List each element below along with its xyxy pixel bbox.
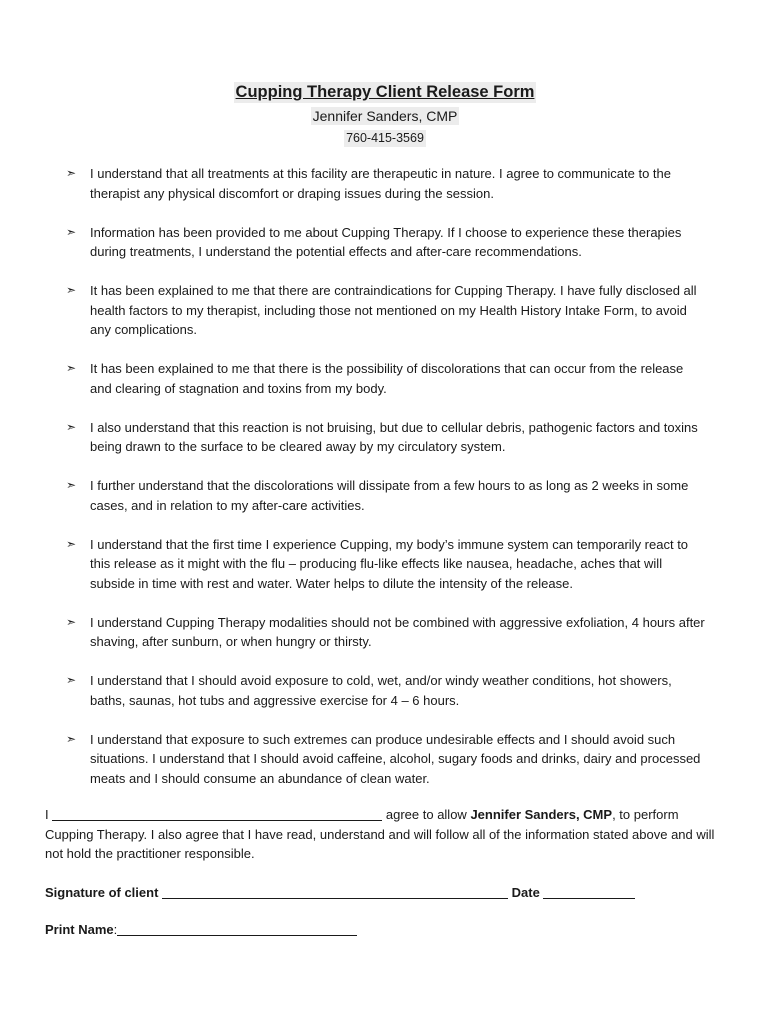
form-header	[0, 82, 770, 147]
list-item-text: It has been explained to me that there is the possibility of discolorations that can occur from the release and clearing of stagnation and toxins from my body.	[90, 361, 684, 396]
list-item-text: I understand that exposure to such extremes can produce undesirable effects and I should avoid such situations. I understand that I should avoid caffeine, alcohol, sugary foods and drinks, dairy and processed meats and I should consume an abundance of clean water.	[90, 731, 701, 786]
list-item	[66, 418, 706, 457]
arrow-bullet-icon: ➣	[66, 536, 77, 551]
list-item-text: I also understand that this reaction is not bruising, but due to cellular debris, pathogenic factors and toxins being drawn to the surface to be cleared away by my circulatory system.	[90, 419, 698, 454]
list-item	[66, 671, 706, 710]
list-item-text: I further understand that the discolorations will dissipate from a few hours to as long as 2 weeks in some cases, and in relation to my after-care activities.	[90, 478, 689, 513]
terms-list	[66, 164, 706, 808]
agreement-paragraph	[45, 805, 725, 864]
list-item-text: I understand Cupping Therapy modalities should not be combined with aggressive exfoliation, 4 hours after shaving, after sunburn, or when hungry or thirsty.	[90, 614, 705, 649]
practitioner-name: Jennifer Sanders, CMP	[312, 108, 458, 124]
list-item	[66, 359, 706, 398]
arrow-bullet-icon: ➣	[66, 224, 77, 239]
arrow-bullet-icon: ➣	[66, 419, 77, 434]
print-name-label: Print Name	[45, 922, 114, 937]
arrow-bullet-icon: ➣	[66, 478, 77, 492]
list-item	[66, 535, 706, 594]
client-name-blank[interactable]	[52, 806, 382, 821]
list-item	[66, 281, 706, 340]
list-item	[66, 164, 706, 203]
date-label: Date	[511, 885, 540, 900]
arrow-bullet-icon: ➣	[66, 166, 77, 180]
arrow-bullet-icon: ➣	[66, 731, 77, 746]
arrow-bullet-icon: ➣	[66, 283, 77, 297]
form-title: Cupping Therapy Client Release Form	[235, 83, 535, 101]
print-name-field[interactable]	[117, 921, 357, 936]
print-name-colon: :	[113, 922, 118, 937]
arrow-bullet-icon: ➣	[66, 361, 77, 375]
list-item	[66, 730, 706, 789]
list-item	[66, 223, 706, 262]
agreement-practitioner: Jennifer Sanders, CMP	[470, 807, 613, 822]
agreement-middle: agree to allow	[385, 807, 467, 822]
list-item-text: Information has been provided to me about Cupping Therapy. If I choose to experience these therapies during treatments, I understand the potential effects and after-care recommendations.	[90, 224, 682, 259]
list-item	[66, 613, 706, 652]
agreement-prefix: I	[45, 807, 49, 822]
list-item	[66, 476, 706, 515]
print-name-row	[45, 920, 357, 940]
arrow-bullet-icon: ➣	[66, 673, 77, 687]
signature-label: Signature of client	[45, 885, 159, 900]
list-item-text: I understand that I should avoid exposure to cold, wet, and/or windy weather conditions, hot showers, baths, saunas, hot tubs and aggressive exercise for 4 – 6 hours.	[90, 673, 672, 708]
agreement-rest: , to perform Cupping Therapy. I also agree that I have read, understand and will follow all of the information stated above and will not hold the practitioner responsible.	[45, 807, 715, 861]
list-item-text: It has been explained to me that there are contraindications for Cupping Therapy. I have fully disclosed all health factors to my therapist, including those not mentioned on my Health History Intake Form, to avoid any complications.	[90, 283, 697, 337]
date-field[interactable]	[543, 884, 635, 899]
arrow-bullet-icon: ➣	[66, 614, 77, 629]
list-item-text: I understand that all treatments at this facility are therapeutic in nature. I agree to communicate to the therapist any physical discomfort or draping issues during the session.	[90, 166, 671, 201]
practitioner-phone: 760-415-3569	[346, 131, 424, 145]
signature-row	[45, 883, 635, 903]
list-item-text: I understand that the first time I experience Cupping, my body’s immune system can temporarily react to this release as it might with the flu – producing flu-like effects like nausea, headache, aches that will subside in time with rest and water. Water helps to dilute the intensity of the release.	[90, 536, 689, 591]
signature-field[interactable]	[162, 884, 508, 899]
